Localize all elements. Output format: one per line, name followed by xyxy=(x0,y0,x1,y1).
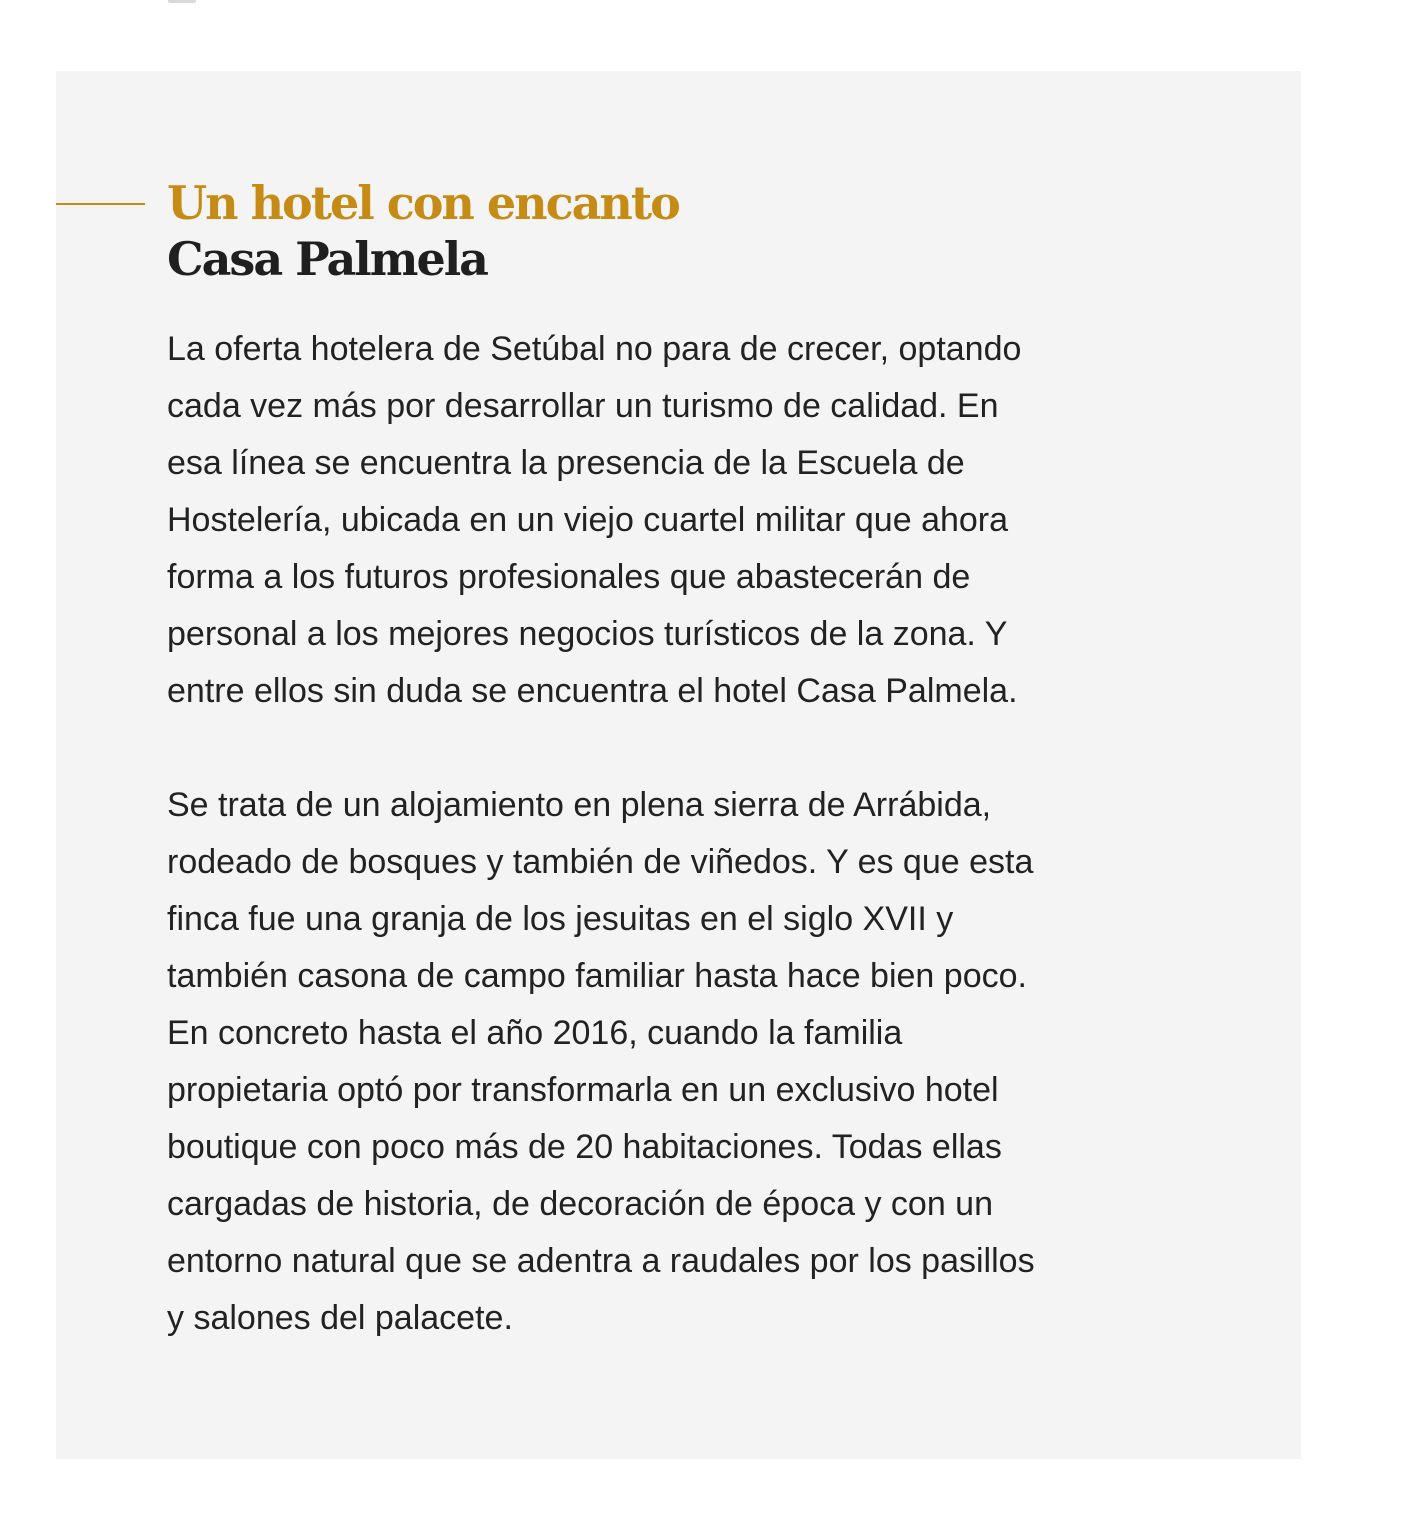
box-paragraph-1: La oferta hotelera de Setúbal no para de crecer, optando cada vez más por desarrollar un turismo de calidad. En esa línea se encuentra la presencia de la Escuela de Hostelería, ubicada en un viejo cuartel militar que ahora forma a los futuros profesionales que abastecerán de personal a los mejores negocios turísticos de la zona. Y entre ellos sin duda se encuentra el hotel Casa Palmela. xyxy=(167,330,1022,710)
box-paragraph-2: Se trata de un alojamiento en plena sierra de Arrábida, rodeado de bosques y también de viñedos. Y es que esta finca fue una granja de los jesuitas en el siglo XVII y también casona de campo familiar hasta hace bien poco. En concreto hasta el año 2016, cuando la familia propietaria optó por transformarla en un exclusivo hotel boutique con poco más de 20 habitaciones. Todas ellas cargadas de historia, de decoración de época y con un entorno natural que se adentra a raudales por los pasillos y salones del palacete. xyxy=(167,786,1035,1337)
box-kicker: Un hotel con encanto xyxy=(167,176,679,230)
accent-rule xyxy=(56,203,145,205)
box-title: Casa Palmela xyxy=(167,232,487,286)
sidebar-box-casa-palmela xyxy=(56,71,1301,1459)
box-body xyxy=(167,321,1187,1347)
box-heading xyxy=(167,175,679,287)
previous-content-fragment xyxy=(168,0,196,3)
